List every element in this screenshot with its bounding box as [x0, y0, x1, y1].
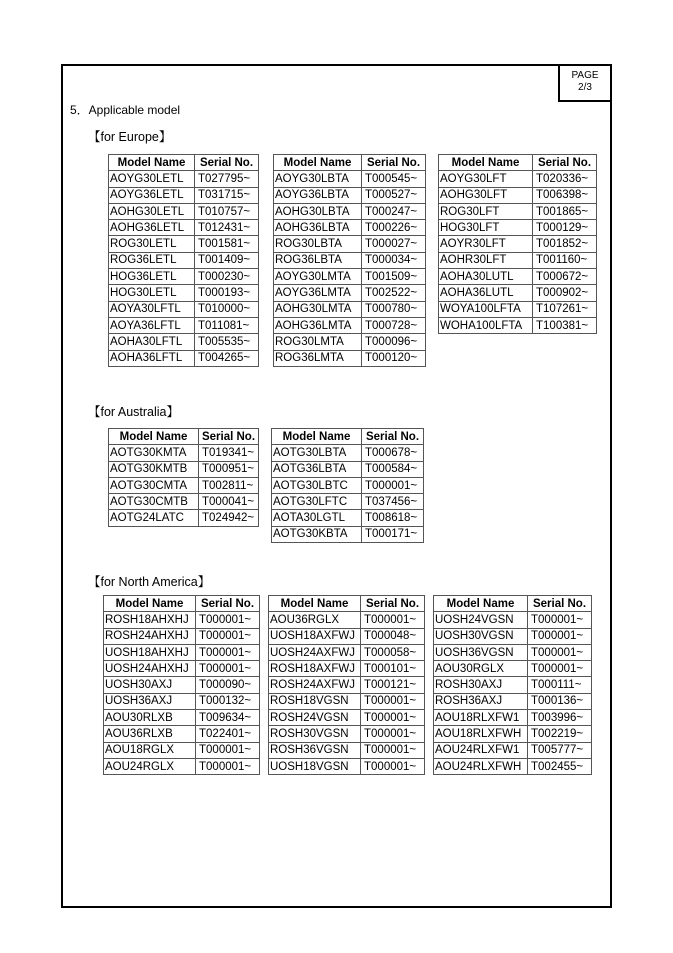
serial-no-cell: T000951~: [199, 461, 259, 477]
serial-no-cell: T002219~: [528, 726, 592, 742]
serial-no-cell: T000001~: [361, 758, 425, 774]
serial-no-cell: T000136~: [528, 693, 592, 709]
model-name-cell: AOYG30LBTA: [274, 171, 362, 187]
table-header-row: [434, 596, 592, 612]
model-name-cell: ROG36LETL: [109, 252, 195, 268]
serial-no-header: Serial No.: [528, 596, 592, 612]
model-name-cell: ROG36LBTA: [274, 252, 362, 268]
table-row: [104, 628, 260, 644]
serial-no-cell: T000001~: [196, 612, 260, 628]
table-row: [439, 187, 597, 203]
table-row: [434, 693, 592, 709]
model-name-cell: UOSH24VGSN: [434, 612, 528, 628]
table-row: [269, 758, 425, 774]
model-name-cell: AOHA36LUTL: [439, 285, 533, 301]
table-row: [109, 445, 259, 461]
model-name-cell: UOSH18VGSN: [269, 758, 361, 774]
model-table-australia-2: [271, 428, 424, 543]
model-name-cell: AOYA36LFTL: [109, 317, 195, 333]
model-name-cell: ROSH24VGSN: [269, 710, 361, 726]
model-name-cell: ROSH24AXFWJ: [269, 677, 361, 693]
model-name-cell: HOG36LETL: [109, 269, 195, 285]
serial-no-cell: T000048~: [361, 628, 425, 644]
serial-no-cell: T020336~: [533, 171, 597, 187]
model-name-cell: AOYG30LFT: [439, 171, 533, 187]
serial-no-cell: T000132~: [196, 693, 260, 709]
table-row: [109, 301, 259, 317]
table-row: [109, 334, 259, 350]
page-label: PAGE: [571, 70, 599, 81]
model-name-cell: ROSH24AHXHJ: [104, 628, 196, 644]
table-row: [274, 171, 426, 187]
model-name-cell: ROSH18AXFWJ: [269, 661, 361, 677]
serial-no-cell: T000129~: [533, 220, 597, 236]
model-name-cell: AOTG30LBTA: [272, 445, 362, 461]
model-name-cell: AOHG30LMTA: [274, 301, 362, 317]
table-row: [434, 628, 592, 644]
model-name-cell: AOYA30LFTL: [109, 301, 195, 317]
model-table-europe-2: [273, 154, 426, 367]
serial-no-cell: T011081~: [195, 317, 259, 333]
model-name-header: Model Name: [272, 429, 362, 445]
table-row: [274, 350, 426, 366]
model-name-cell: AOHG36LMTA: [274, 317, 362, 333]
serial-no-cell: T000728~: [362, 317, 426, 333]
serial-no-cell: T000001~: [196, 758, 260, 774]
serial-no-cell: T012431~: [195, 220, 259, 236]
table-row: [104, 612, 260, 628]
table-row: [109, 269, 259, 285]
serial-no-cell: T005535~: [195, 334, 259, 350]
table-row: [269, 661, 425, 677]
model-name-cell: AOYR30LFT: [439, 236, 533, 252]
model-name-cell: ROG30LFT: [439, 203, 533, 219]
model-name-cell: AOHG36LETL: [109, 220, 195, 236]
table-row: [439, 236, 597, 252]
serial-no-cell: T002522~: [362, 285, 426, 301]
table-row: [434, 710, 592, 726]
serial-no-cell: T000527~: [362, 187, 426, 203]
table-row: [269, 677, 425, 693]
model-table-north-america-2: [268, 595, 425, 775]
serial-no-cell: T002455~: [528, 758, 592, 774]
serial-no-cell: T024942~: [199, 510, 259, 526]
serial-no-cell: T004265~: [195, 350, 259, 366]
model-name-cell: AOHG30LBTA: [274, 203, 362, 219]
serial-no-cell: T000678~: [362, 445, 424, 461]
table-row: [269, 612, 425, 628]
serial-no-cell: T019341~: [199, 445, 259, 461]
table-header-row: [109, 155, 259, 171]
serial-no-cell: T000001~: [362, 477, 424, 493]
table-row: [109, 203, 259, 219]
model-name-cell: AOHG30LETL: [109, 203, 195, 219]
model-name-cell: AOHG30LFT: [439, 187, 533, 203]
model-name-cell: UOSH30VGSN: [434, 628, 528, 644]
table-row: [439, 285, 597, 301]
serial-no-cell: T000001~: [196, 644, 260, 660]
table-row: [269, 710, 425, 726]
model-name-cell: WOHA100LFTA: [439, 317, 533, 333]
model-name-cell: AOU36RGLX: [269, 612, 361, 628]
model-name-cell: ROG36LMTA: [274, 350, 362, 366]
model-name-cell: AOU24RGLX: [104, 758, 196, 774]
table-row: [274, 187, 426, 203]
table-row: [109, 285, 259, 301]
table-row: [274, 301, 426, 317]
model-name-cell: AOYG30LMTA: [274, 269, 362, 285]
serial-no-cell: T000902~: [533, 285, 597, 301]
model-name-header: Model Name: [104, 596, 196, 612]
model-table-australia-1: [108, 428, 259, 527]
model-name-cell: HOG30LFT: [439, 220, 533, 236]
model-name-cell: ROSH30AXJ: [434, 677, 528, 693]
serial-no-header: Serial No.: [196, 596, 260, 612]
table-row: [109, 461, 259, 477]
table-row: [439, 171, 597, 187]
table-row: [439, 220, 597, 236]
serial-no-cell: T000001~: [196, 742, 260, 758]
table-header-row: [104, 596, 260, 612]
table-row: [104, 742, 260, 758]
serial-no-cell: T107261~: [533, 301, 597, 317]
serial-no-cell: T001865~: [533, 203, 597, 219]
serial-no-cell: T000001~: [528, 612, 592, 628]
table-row: [272, 510, 424, 526]
table-row: [434, 758, 592, 774]
table-row: [269, 726, 425, 742]
model-table-north-america-3: [433, 595, 592, 775]
serial-no-cell: T100381~: [533, 317, 597, 333]
page-number: 2/3: [578, 82, 592, 93]
model-table-europe-3: [438, 154, 597, 334]
serial-no-cell: T000121~: [361, 677, 425, 693]
model-name-cell: ROG30LMTA: [274, 334, 362, 350]
model-name-cell: HOG30LETL: [109, 285, 195, 301]
model-name-cell: AOU24RLXFW1: [434, 742, 528, 758]
model-name-cell: AOU30RGLX: [434, 661, 528, 677]
model-name-cell: AOTG30KMTB: [109, 461, 199, 477]
model-name-cell: AOU30RLXB: [104, 710, 196, 726]
serial-no-cell: T000041~: [199, 494, 259, 510]
model-name-cell: UOSH24AXFWJ: [269, 644, 361, 660]
model-name-cell: AOYG30LETL: [109, 171, 195, 187]
model-name-cell: ROSH36AXJ: [434, 693, 528, 709]
table-row: [109, 510, 259, 526]
model-name-cell: AOTG30KMTA: [109, 445, 199, 461]
serial-no-cell: T000171~: [362, 526, 424, 542]
table-row: [104, 693, 260, 709]
table-row: [104, 758, 260, 774]
table-row: [109, 236, 259, 252]
table-row: [109, 187, 259, 203]
serial-no-cell: T003996~: [528, 710, 592, 726]
serial-no-cell: T000001~: [361, 612, 425, 628]
table-row: [269, 693, 425, 709]
serial-no-cell: T000101~: [361, 661, 425, 677]
region-title-europe: 【for Europe】: [88, 130, 172, 144]
serial-no-cell: T000111~: [528, 677, 592, 693]
table-row: [439, 301, 597, 317]
model-name-cell: WOYA100LFTA: [439, 301, 533, 317]
model-name-cell: ROSH18AHXHJ: [104, 612, 196, 628]
serial-no-header: Serial No.: [195, 155, 259, 171]
serial-no-cell: T000001~: [528, 661, 592, 677]
model-name-cell: AOYG36LETL: [109, 187, 195, 203]
table-row: [109, 317, 259, 333]
table-row: [104, 644, 260, 660]
table-row: [434, 612, 592, 628]
table-row: [104, 661, 260, 677]
table-row: [434, 661, 592, 677]
serial-no-cell: T000247~: [362, 203, 426, 219]
section-title: 5．Applicable model: [70, 103, 181, 117]
serial-no-cell: T000226~: [362, 220, 426, 236]
table-row: [434, 677, 592, 693]
table-row: [104, 710, 260, 726]
table-row: [109, 220, 259, 236]
table-row: [109, 477, 259, 493]
model-name-cell: UOSH18AHXHJ: [104, 644, 196, 660]
region-title-north-america: 【for North America】: [88, 575, 211, 589]
table-row: [269, 644, 425, 660]
table-row: [109, 252, 259, 268]
page-number-box: [558, 64, 612, 102]
serial-no-header: Serial No.: [533, 155, 597, 171]
serial-no-cell: T001409~: [195, 252, 259, 268]
serial-no-cell: T000001~: [361, 693, 425, 709]
table-row: [274, 317, 426, 333]
serial-no-cell: T000058~: [361, 644, 425, 660]
serial-no-cell: T008618~: [362, 510, 424, 526]
table-row: [274, 220, 426, 236]
model-name-header: Model Name: [274, 155, 362, 171]
table-header-row: [269, 596, 425, 612]
model-name-cell: ROSH18VGSN: [269, 693, 361, 709]
serial-no-cell: T010757~: [195, 203, 259, 219]
serial-no-cell: T000001~: [361, 742, 425, 758]
model-name-cell: AOHA36LFTL: [109, 350, 195, 366]
model-name-cell: AOTA30LGTL: [272, 510, 362, 526]
table-row: [274, 203, 426, 219]
model-name-header: Model Name: [434, 596, 528, 612]
table-row: [272, 477, 424, 493]
table-header-row: [439, 155, 597, 171]
model-name-cell: UOSH36AXJ: [104, 693, 196, 709]
serial-no-header: Serial No.: [361, 596, 425, 612]
table-row: [439, 269, 597, 285]
model-name-cell: AOHG36LBTA: [274, 220, 362, 236]
serial-no-cell: T005777~: [528, 742, 592, 758]
table-row: [274, 236, 426, 252]
serial-no-cell: T000001~: [528, 628, 592, 644]
model-name-cell: UOSH24AHXHJ: [104, 661, 196, 677]
table-row: [274, 269, 426, 285]
serial-no-cell: T001581~: [195, 236, 259, 252]
serial-no-cell: T002811~: [199, 477, 259, 493]
model-name-cell: UOSH18AXFWJ: [269, 628, 361, 644]
serial-no-cell: T027795~: [195, 171, 259, 187]
serial-no-cell: T000001~: [361, 710, 425, 726]
table-row: [439, 317, 597, 333]
serial-no-cell: T000001~: [361, 726, 425, 742]
table-header-row: [272, 429, 424, 445]
model-name-cell: ROG30LBTA: [274, 236, 362, 252]
table-row: [272, 494, 424, 510]
table-row: [272, 461, 424, 477]
model-name-cell: AOU18RLXFW1: [434, 710, 528, 726]
serial-no-cell: T022401~: [196, 726, 260, 742]
model-name-cell: AOTG30LBTC: [272, 477, 362, 493]
table-row: [269, 742, 425, 758]
model-name-cell: UOSH30AXJ: [104, 677, 196, 693]
model-name-cell: AOTG30CMTA: [109, 477, 199, 493]
table-row: [434, 742, 592, 758]
serial-no-cell: T031715~: [195, 187, 259, 203]
model-name-cell: AOHA30LFTL: [109, 334, 195, 350]
serial-no-header: Serial No.: [199, 429, 259, 445]
model-name-cell: AOYG36LMTA: [274, 285, 362, 301]
table-row: [434, 644, 592, 660]
serial-no-cell: T000027~: [362, 236, 426, 252]
model-name-cell: AOTG30CMTB: [109, 494, 199, 510]
serial-no-cell: T000780~: [362, 301, 426, 317]
table-row: [274, 334, 426, 350]
model-name-cell: AOU18RGLX: [104, 742, 196, 758]
table-row: [272, 526, 424, 542]
table-row: [439, 252, 597, 268]
model-table-europe-1: [108, 154, 259, 367]
table-header-row: [109, 429, 259, 445]
model-name-header: Model Name: [109, 429, 199, 445]
model-name-cell: UOSH36VGSN: [434, 644, 528, 660]
table-row: [439, 203, 597, 219]
model-name-header: Model Name: [439, 155, 533, 171]
table-row: [109, 494, 259, 510]
serial-no-header: Serial No.: [362, 155, 426, 171]
serial-no-cell: T010000~: [195, 301, 259, 317]
serial-no-cell: T001160~: [533, 252, 597, 268]
model-name-cell: AOYG36LBTA: [274, 187, 362, 203]
table-row: [434, 726, 592, 742]
model-name-cell: AOU24RLXFWH: [434, 758, 528, 774]
serial-no-cell: T000096~: [362, 334, 426, 350]
table-row: [104, 726, 260, 742]
model-name-cell: AOTG24LATC: [109, 510, 199, 526]
table-row: [269, 628, 425, 644]
serial-no-cell: T000001~: [528, 644, 592, 660]
table-row: [104, 677, 260, 693]
table-row: [109, 171, 259, 187]
serial-no-cell: T000090~: [196, 677, 260, 693]
model-name-cell: AOU36RLXB: [104, 726, 196, 742]
serial-no-cell: T000120~: [362, 350, 426, 366]
serial-no-cell: T000001~: [196, 628, 260, 644]
model-table-north-america-1: [103, 595, 260, 775]
model-name-cell: AOTG30KBTA: [272, 526, 362, 542]
serial-no-cell: T037456~: [362, 494, 424, 510]
serial-no-cell: T000193~: [195, 285, 259, 301]
serial-no-cell: T000672~: [533, 269, 597, 285]
serial-no-cell: T000230~: [195, 269, 259, 285]
table-header-row: [274, 155, 426, 171]
region-title-australia: 【for Australia】: [88, 405, 180, 419]
table-row: [274, 252, 426, 268]
table-row: [274, 285, 426, 301]
table-row: [272, 445, 424, 461]
serial-no-cell: T009634~: [196, 710, 260, 726]
model-name-header: Model Name: [109, 155, 195, 171]
serial-no-cell: T000545~: [362, 171, 426, 187]
model-name-cell: AOHR30LFT: [439, 252, 533, 268]
serial-no-header: Serial No.: [362, 429, 424, 445]
model-name-cell: AOHA30LUTL: [439, 269, 533, 285]
model-name-cell: AOTG30LFTC: [272, 494, 362, 510]
model-name-cell: ROG30LETL: [109, 236, 195, 252]
table-row: [109, 350, 259, 366]
serial-no-cell: T001852~: [533, 236, 597, 252]
serial-no-cell: T006398~: [533, 187, 597, 203]
model-name-cell: AOTG36LBTA: [272, 461, 362, 477]
model-name-cell: AOU18RLXFWH: [434, 726, 528, 742]
serial-no-cell: T000584~: [362, 461, 424, 477]
model-name-header: Model Name: [269, 596, 361, 612]
serial-no-cell: T001509~: [362, 269, 426, 285]
serial-no-cell: T000001~: [196, 661, 260, 677]
model-name-cell: ROSH36VGSN: [269, 742, 361, 758]
serial-no-cell: T000034~: [362, 252, 426, 268]
model-name-cell: ROSH30VGSN: [269, 726, 361, 742]
